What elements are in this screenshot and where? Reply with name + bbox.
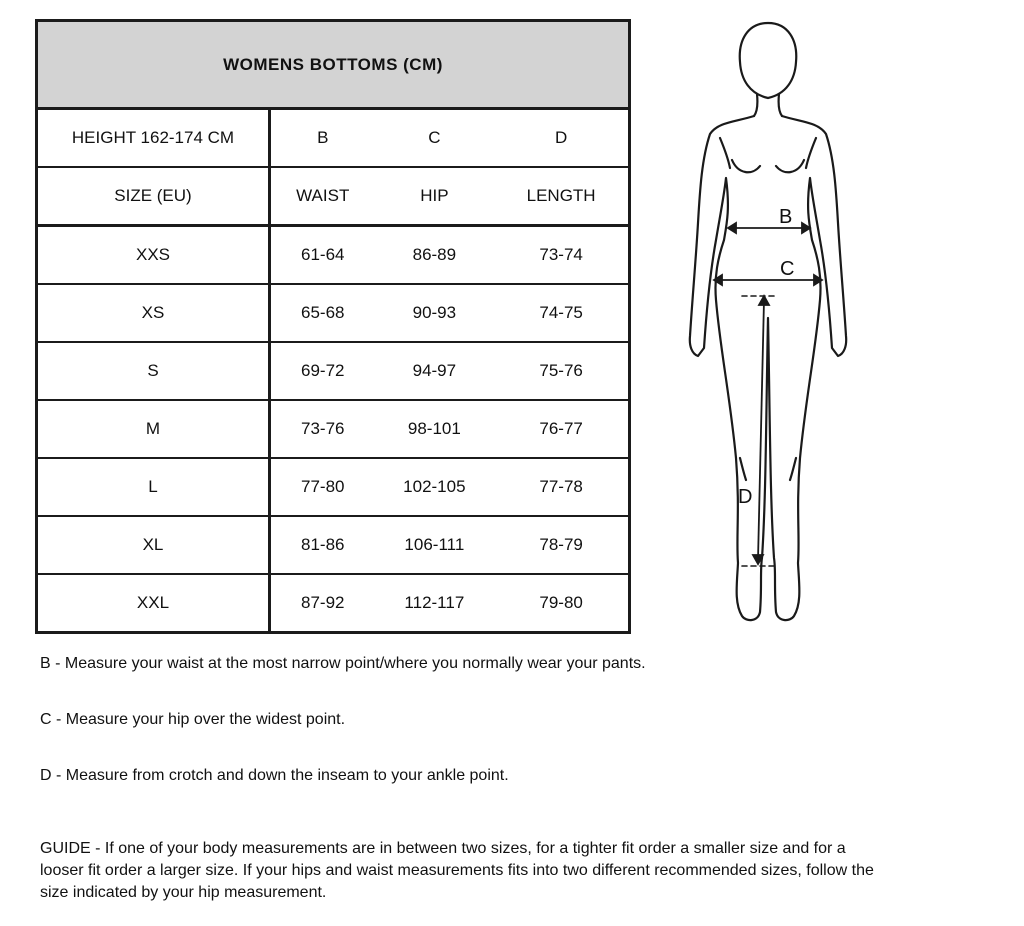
size-chart-table: [35, 19, 631, 634]
figure-label-b: B: [779, 206, 793, 228]
waist-cell: 73-76: [270, 400, 375, 458]
table-row: [37, 226, 630, 285]
sizing-guide: GUIDE - If one of your body measurements are in between two sizes, for a tighter fit order a smaller size and for a looser fit order a larger size. If your hips and waist measurements fits into two different recommended sizes, follow the size indicated by your hip measurement.: [40, 840, 874, 901]
waist-cell: 69-72: [270, 342, 375, 400]
length-cell: 78-79: [494, 516, 629, 574]
table-row: [37, 574, 630, 633]
waist-cell: 87-92: [301, 593, 345, 612]
length-cell: 77-78: [494, 458, 629, 516]
figure-label-c: C: [780, 258, 795, 280]
length-cell: 75-76: [494, 342, 629, 400]
length-cell: 74-75: [494, 284, 629, 342]
column-header-waist: WAIST: [270, 167, 375, 226]
figure-head: [740, 23, 797, 98]
note-hip: C - Measure your hip over the widest point.: [40, 711, 346, 728]
chart-title: WOMENS BOTTOMS (CM): [37, 21, 630, 109]
hip-cell: 90-93: [374, 284, 494, 342]
hip-cell: 98-101: [374, 400, 494, 458]
table-row: [37, 342, 630, 400]
figure-knee-hints: [740, 458, 796, 480]
length-cell: 79-80: [539, 593, 583, 612]
waist-cell: 81-86: [270, 516, 375, 574]
hip-cell: 102-105: [374, 458, 494, 516]
hip-cell: 86-89: [374, 226, 494, 285]
length-cell: 76-77: [494, 400, 629, 458]
size-cell: S: [37, 342, 270, 400]
column-header-hip: HIP: [374, 167, 494, 226]
col-label-c: C: [374, 109, 494, 168]
size-cell: L: [37, 458, 270, 516]
col-label-b: B: [270, 109, 375, 168]
table-row: [37, 400, 630, 458]
size-cell: M: [37, 400, 270, 458]
table-row: [37, 284, 630, 342]
note-length: D - Measure from crotch and down the inseam to your ankle point.: [40, 767, 509, 784]
size-cell: XS: [37, 284, 270, 342]
figure-bust-lines: [732, 160, 804, 172]
column-header-size: SIZE (EU): [37, 167, 270, 226]
column-header-length: LENGTH: [494, 167, 629, 226]
figure-body-outline: [690, 116, 846, 620]
waist-cell: 61-64: [270, 226, 375, 285]
col-label-d: D: [494, 109, 629, 168]
waist-cell: 65-68: [270, 284, 375, 342]
body-measurement-figure: [680, 18, 860, 628]
height-row: [37, 109, 630, 168]
column-header-row: [37, 167, 630, 226]
size-cell: XXL: [37, 574, 270, 633]
size-cell: XL: [37, 516, 270, 574]
hip-cell: 112-117: [404, 593, 465, 612]
table-row: [37, 516, 630, 574]
hip-cell: 94-97: [374, 342, 494, 400]
note-waist: B - Measure your waist at the most narrow point/where you normally wear your pants.: [40, 655, 646, 672]
waist-cell: 77-80: [270, 458, 375, 516]
table-row: [37, 458, 630, 516]
length-cell: 73-74: [494, 226, 629, 285]
size-cell: XXS: [37, 226, 270, 285]
height-label: HEIGHT 162-174 CM: [37, 109, 270, 168]
figure-label-d: D: [738, 486, 753, 508]
hip-cell: 106-111: [374, 516, 494, 574]
